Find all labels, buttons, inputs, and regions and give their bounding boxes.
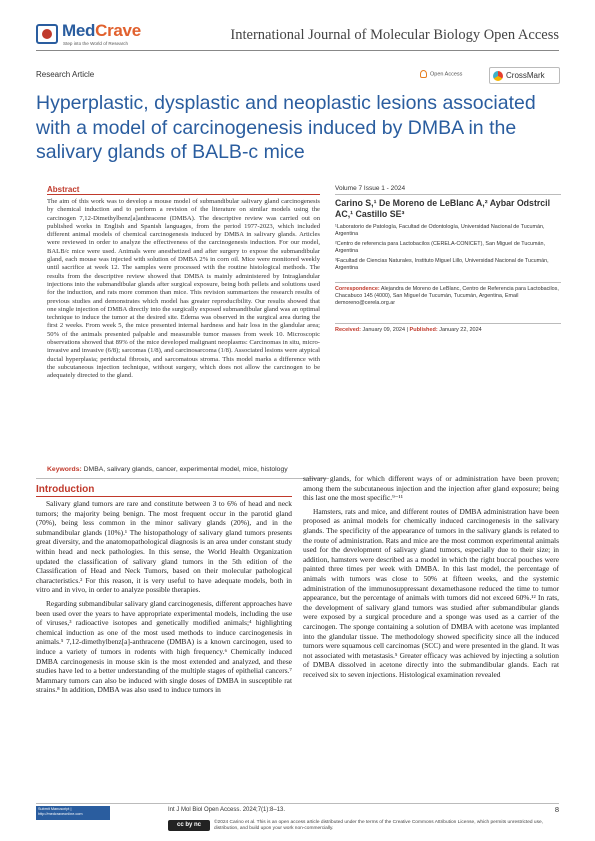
introduction-heading: Introduction xyxy=(36,484,95,495)
article-dates: Received: January 09, 2024 | Published: January 22, 2024 xyxy=(335,327,482,333)
brand-name: MedCrave xyxy=(62,21,141,40)
cc-license-icon[interactable]: cc by nc xyxy=(168,820,210,831)
page-number: 8 xyxy=(554,805,559,814)
intro-paragraph: salivary glands, for which different ways of or administration have been proven; among them the subcutaneous injection and the injection after gland exposure; being this last one the most specific.⁹⁻¹¹ xyxy=(303,474,559,503)
intro-paragraph: Hamsters, rats and mice, and different routes of DMBA administration have been proposed as animal models for chemically induced carcinogenesis in the salivary glands. The specificity of the appearance of tumors in the salivary glands is related to the route of administration. Rats and mice are the most common experimental animals used for the development of salivary gland tumors, especially due to their size; in addition, hamsters were described as a model in which the right buccal pouches were painted three times per week with DMBA. In this last model, the percentage of animals with tumors was close to 50% at fifteen weeks, and the systemic administration of the immunosuppressant dexamethasone reduced the time to tumor appearance, but the percentage of animals with tumors did not exceed 60%.¹² In rats, the development of salivary gland tumors was studied after submandibular glands were exposed by a surgical procedure and a sponge was used as a carrier of the carcinogen. The sponge containing a solution of DMBA with acetone was implanted into the glandular tissue. The methodology showed specificity since all the induced tumors were squamous cell carcinomas (SCC) and were presented in the gland. It was not associated with metastasis.⁵ Greater efficacy was achieved by injecting a solution of DMBA dissolved in acetone directly into the submandibular glands. Each rat received six to seven injections. Histological examination revealed xyxy=(303,506,559,679)
abstract-bottom-divider xyxy=(36,478,329,479)
keywords-list: DMBA, salivary glands, cancer, experimental model, mice, histology xyxy=(83,466,288,473)
correspondence-divider xyxy=(335,282,561,283)
affiliations xyxy=(335,224,561,274)
article-type: Research Article xyxy=(36,70,95,79)
affiliation-1: ¹Laboratorio de Patología, Facultad de Odontología, Universidad Nacional de Tucumán, Argentina xyxy=(335,224,545,237)
crossmark-icon xyxy=(493,71,503,81)
correspondence-label: Correspondence: xyxy=(335,286,380,292)
medcrave-logo[interactable] xyxy=(36,22,148,52)
body-column-right xyxy=(303,474,559,801)
license-text: ©2024 Carino et al. This is an open access article distributed under the terms of the Creative Commons Attribution License, which permits unrestricted use, distribution, and build upon your work non-commercially. xyxy=(214,820,543,831)
abstract-divider xyxy=(47,194,320,195)
journal-title[interactable]: International Journal of Molecular Biology Open Access xyxy=(230,27,559,43)
header-divider xyxy=(36,50,559,51)
affiliation-2: ²Centro de referencia para Lactobacilos (CERELA-CONICET), San Miguel de Tucumán, Argentina xyxy=(335,240,546,254)
correspondence xyxy=(335,286,561,307)
abstract-heading: Abstract xyxy=(47,185,80,194)
open-access-label: Open Access xyxy=(430,71,463,78)
volume-issue: Volume 7 Issue 1 - 2024 xyxy=(335,185,406,192)
crossmark-label: CrossMark xyxy=(506,71,545,80)
sidebar-divider xyxy=(335,194,561,195)
open-access-badge[interactable] xyxy=(420,70,462,78)
footer-citation: Int J Mol Biol Open Access. 2024;7(1):8‒13. xyxy=(168,807,286,813)
abstract-text: The aim of this work was to develop a mouse model of submandibular salivary gland carcinogenesis by chemical induction and to perform a revision of the literature on similar models using the carcinogen 7,12-Dimethylbenz[a]anthracene (DMBA). The descriptive review was carried out on published works in English and Spanish languages, from the period 1977-2023, which included different animal models of chemical carcinogenesis induced by DMBA in salivary glands. Articles were reviewed in order to analyze the effectiveness of the carcinogenesis induction. For our model, BALB/c mice were used. Animals were anesthetized and after surgery to expose the submandibular gland, each mouse was injected with solution of DMBA 2% in corn oil. Mice were monitored weekly until sacrifice at week 12. The samples were processed with the routine histological methods. The results from the descriptive review showed that DMBA is mainly administered by Intraglandular injections into the submandibular glands after surgical exposure, being both pellets and solutions used for the induction, and rats more common than mice. This revision summarizes the research results of previous studies and demonstrates which model has greater reproducibility. Our results showed that one single injection of DMBA directly into the surgically exposed submandibular gland was an optimal technique to induce the tumor at the desired site. Edema was observed in the surgical area during the first 2 weeks. From week 5, the mice presented internal hardness and hair loss in the glandular area; 50% of the animals presented palpable and measurable tumor masses from week 10. Microscopic observations showed that 89% of the mice developed malignant neoplasms: Carcinomas in situ, micro-invasive and invasive (6/8); sarcomas (1/8), and carcinosarcoma (1/8). Associated lesions were atypical ductal hyperplasia; periductal fibrosis, and sarcomatous stroma. This model marks a difference with the subcutaneous injection technique, without surgery, which does not allow the carcinogen to be adequately directed to the gland. xyxy=(47,198,320,380)
received-label: Received: xyxy=(335,327,361,333)
submit-manuscript-badge[interactable]: Submit Manuscript | http://medcraveonline.com xyxy=(36,806,110,820)
correspondence-text[interactable]: Alejandra de Moreno de LeBlanc, Centro de Referencia para Lactobacilos, Chacabuco 145 (4000), San Miguel de Tucumán, Tucumán, Argentina, Email demoreno@cerela.org.ar xyxy=(335,286,559,306)
keywords xyxy=(47,466,320,473)
body-column-left xyxy=(36,499,292,801)
dates-divider xyxy=(335,323,561,324)
medcrave-logo-icon xyxy=(36,24,58,44)
footer-divider xyxy=(36,803,559,804)
intro-paragraph: Regarding submandibular salivary gland carcinogenesis, different approaches have been used over the years to have appropriate experimental models, including the use of viruses,³ radioactive isotopes and genetically modified animals;⁴ highlighting chemical induction as one of the most used methods to induce carcinogenesis in animals.⁵ 7,12-dimethylbenz[a]-anthracene (DMBA) is a known carcinogen, used to induce a variety of tumors in rodents with high frequency.⁶ Chemically induced DMBA carcinogenesis in mouse skin is the most extended and analyzed, and these studies have led to a better understanding of the multiple stages of epithelial cancers.⁷ Mammary tumors can also be induced with single doses of DMBA in susceptible rat strains.⁸ In addition, DMBA was also used to induce tumors in xyxy=(36,598,292,695)
introduction-divider xyxy=(36,496,292,497)
brand-tagline: Step into the World of Research xyxy=(63,41,129,46)
keywords-label: Keywords: xyxy=(47,466,82,473)
received-date: January 09, 2024 xyxy=(362,327,406,333)
article-title: Hyperplastic, dysplastic and neoplastic lesions associated with a model of carcinogenesis induced by DMBA in the salivary glands of BALB-c mice xyxy=(36,92,536,163)
published-label: Published: xyxy=(409,327,438,333)
published-date: January 22, 2024 xyxy=(439,327,482,333)
intro-paragraph: Salivary gland tumors are rare and constitute between 3 to 6% of head and neck tumors; the majority being benign. The most frequent occur in the parotid gland (70%), being less common in the minor salivary glands (20%), and in the submandibular glands (10%).¹ The histopathology of salivary gland tumors presents great diversity, and the anatomopathological diagnosis is an area under constant study within head and neck pathologies. In this sense, the World Health Organization updated the classification of salivary gland tumors in the 5th edition of the Classification of Head and Neck Tumors, based on their molecular pathological characteristics.² For this reason, it is very useful to have adequate models, both in vitro and in vivo, in order to analyze possible therapies. xyxy=(36,499,292,595)
author-list: Carino S,¹ De Moreno de LeBlanc A,² Aybar Odstrcil AC,¹ Castillo SE³ xyxy=(335,198,551,219)
page-header xyxy=(0,0,595,56)
open-access-lock-icon xyxy=(420,70,427,78)
affiliation-3: ³Facultad de Ciencias Naturales, Instituto Miguel Lillo, Universidad Nacional de Tucumán, Argentina xyxy=(335,257,549,271)
crossmark-button[interactable] xyxy=(489,67,560,84)
